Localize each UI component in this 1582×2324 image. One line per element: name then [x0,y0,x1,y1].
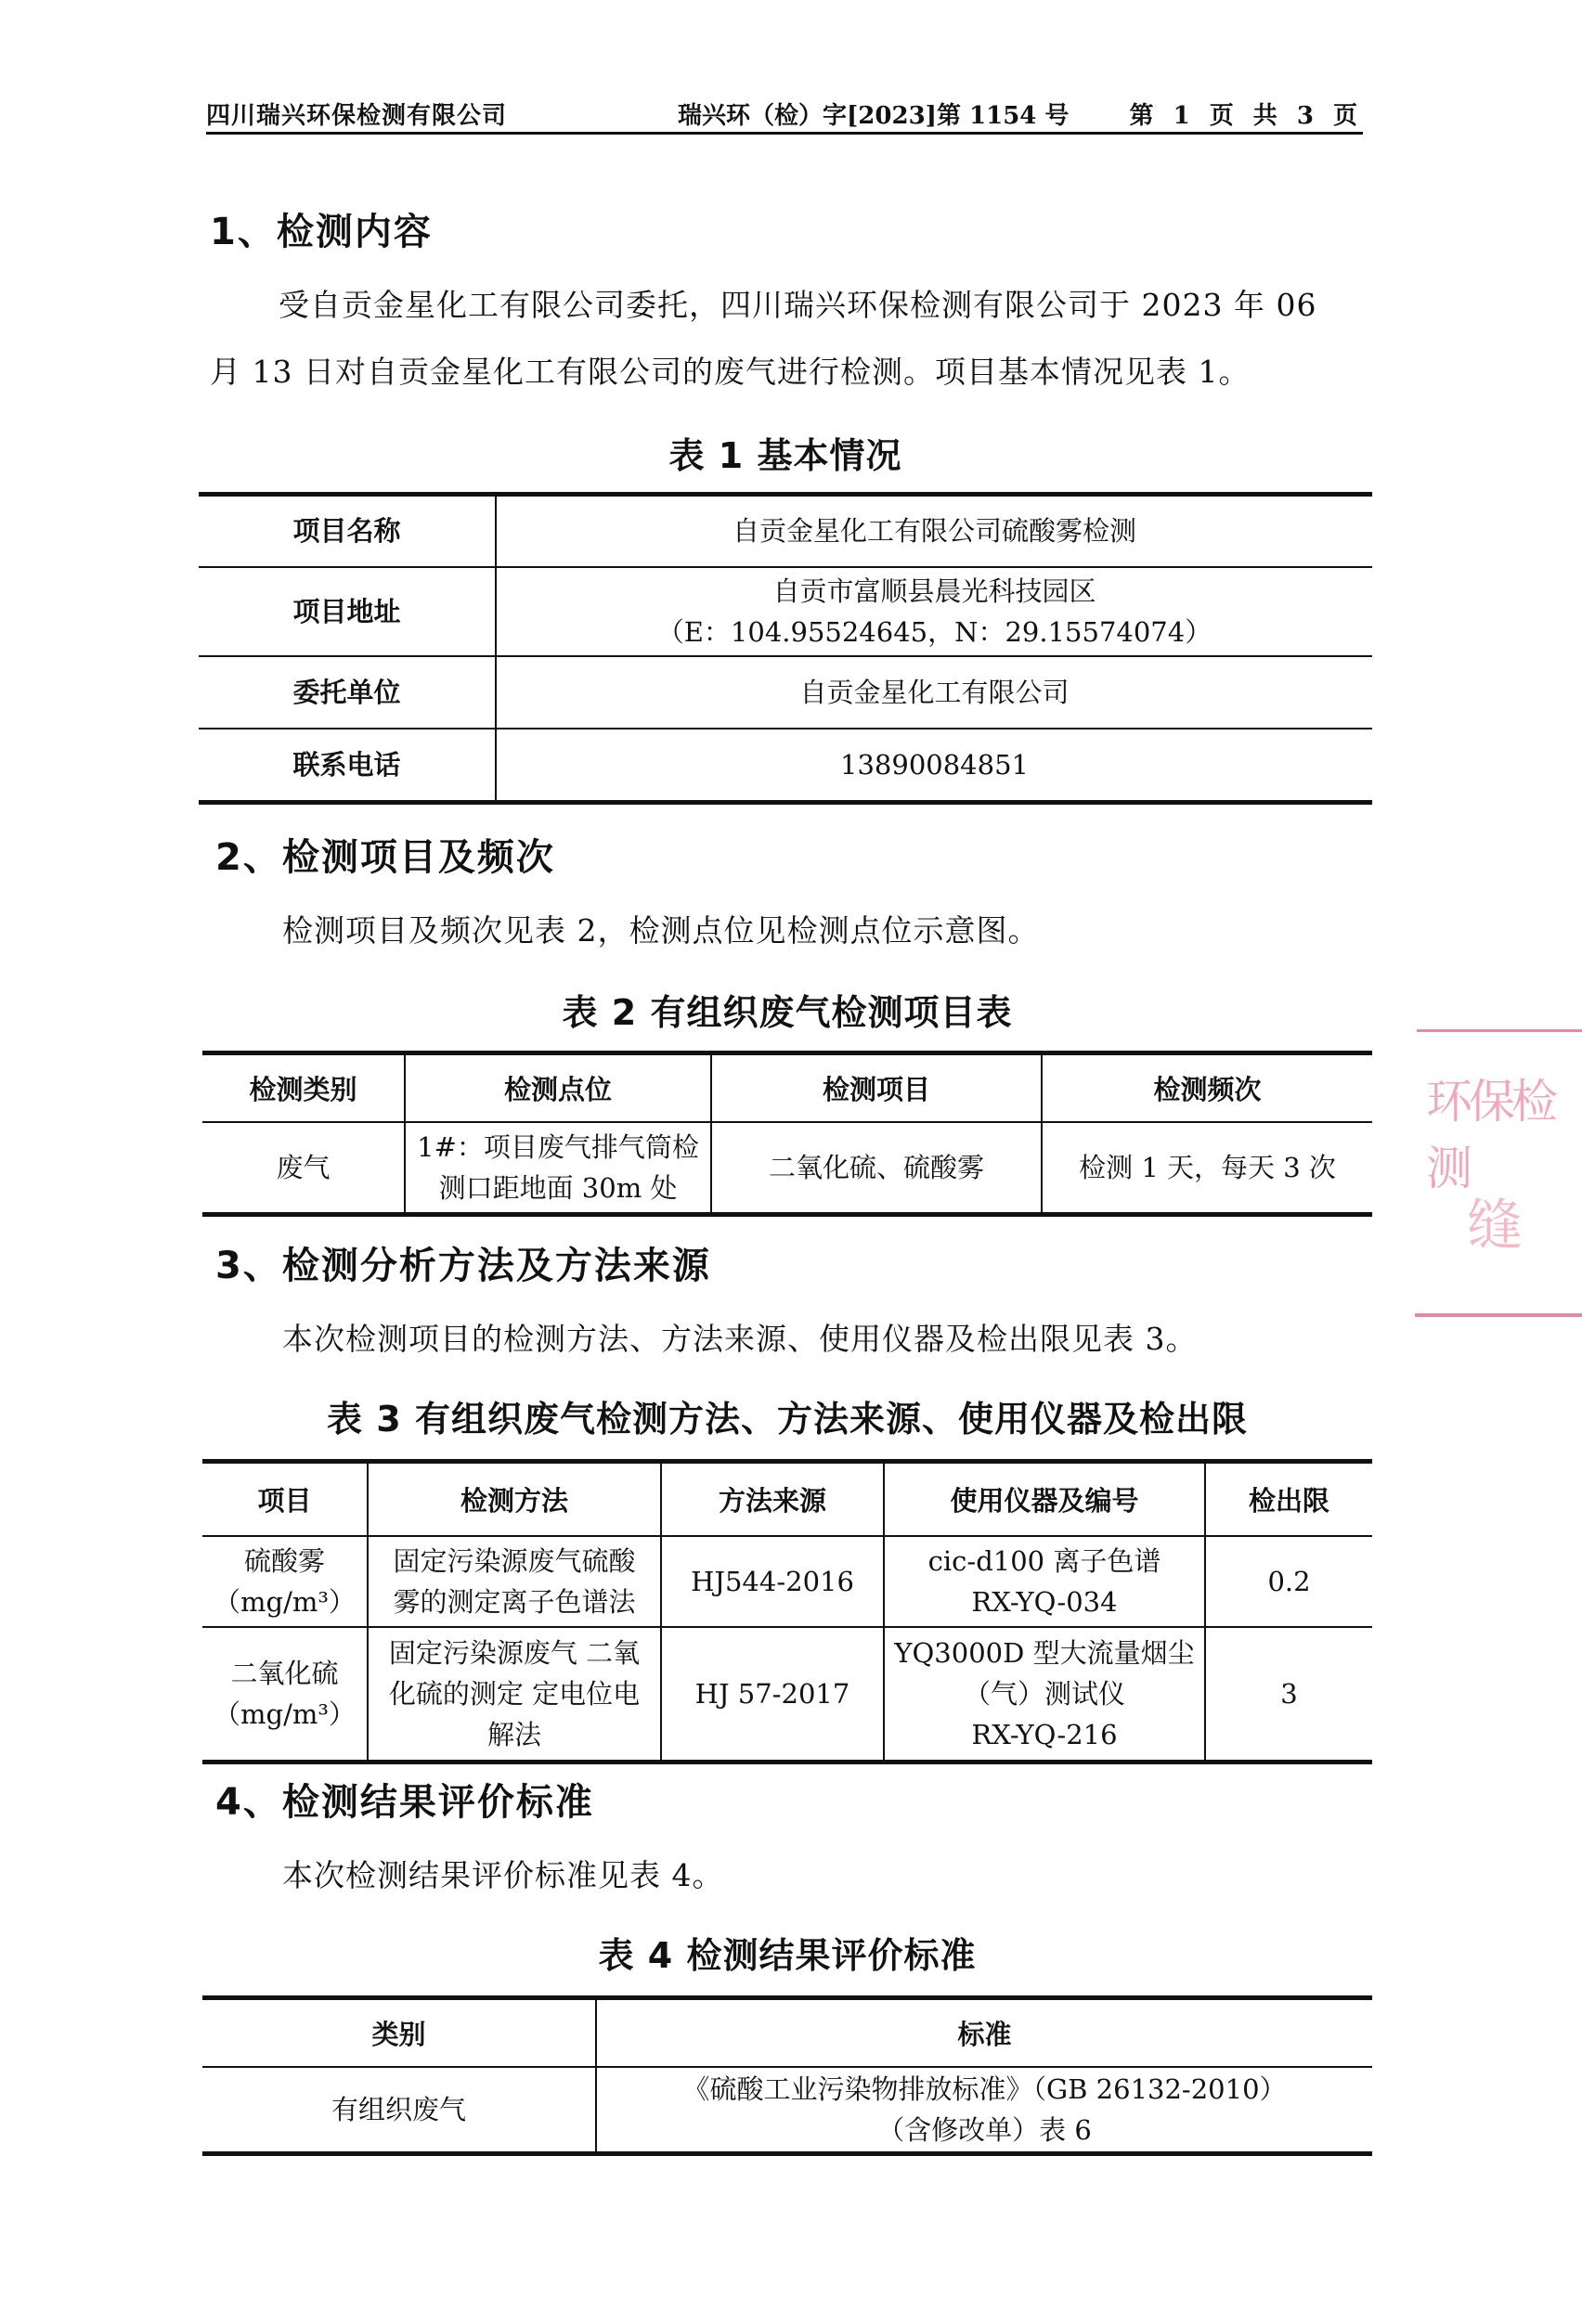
col-header-item: 项目 [202,1462,368,1536]
item-cell [202,1627,368,1762]
client-value: 自贡金星化工有限公司 [496,656,1372,729]
table-row [199,495,1372,567]
method-line: 解法 [486,1718,541,1750]
section2-paragraph: 检测项目及频次见表 2，检测点位见检测点位示意图。 [282,912,1040,949]
col-header-method: 检测方法 [368,1462,661,1536]
method-line: 固定污染源废气硫酸 [393,1544,636,1577]
project-name-label: 项目名称 [199,495,496,567]
limit-cell: 3 [1205,1627,1372,1762]
table-header-row [202,1053,1372,1122]
item-cell [202,1536,368,1627]
method-cell [368,1627,661,1762]
seal-border-bottom [1415,1313,1582,1317]
table-row [202,2067,1372,2154]
item-name: 二氧化硫 [230,1657,339,1689]
standard-line: 《硫酸工业污染物排放标准》（GB 26132-2010） [682,2072,1287,2105]
header-company: 四川瑞兴环保检测有限公司 [206,102,508,130]
col-header-items: 检测项目 [711,1053,1042,1122]
item-unit: （mg/m³） [214,1698,356,1730]
standard-cell [596,2067,1372,2154]
source-cell: HJ 57-2017 [661,1627,884,1762]
instrument-line: cic-d100 离子色谱 [927,1544,1161,1577]
frequency-cell: 检测 1 天，每天 3 次 [1079,1151,1336,1183]
col-header-limit: 检出限 [1248,1484,1329,1517]
section4-paragraph: 本次检测结果评价标准见表 4。 [282,1857,724,1893]
seal-seam-character: 缝 [1467,1194,1523,1259]
client-label: 委托单位 [199,656,496,729]
project-address-value [496,567,1372,656]
instrument-line: RX-YQ-034 [971,1585,1118,1618]
instrument-line: （气）测试仪 [963,1677,1125,1710]
project-address-label: 项目地址 [199,567,496,656]
point-line: 测口距地面 30m 处 [438,1171,678,1204]
standard-line: （含修改单）表 6 [877,2113,1092,2146]
table-row [202,1627,1372,1762]
section3-title: 3、检测分析方法及方法来源 [215,1245,711,1287]
basic-info-table [199,492,1372,805]
header-rule [206,132,1363,135]
table4-title: 表 4 检测结果评价标准 [598,1935,977,1976]
col-header-standard: 标准 [596,1998,1372,2067]
table-row [199,567,1372,656]
page-header [206,91,1363,132]
header-report-number: 瑞兴环（检）字[2023]第 1154 号 [678,102,1070,130]
header-page-info: 第 1 页 共 3 页 [1129,102,1363,130]
seal-text: 环保检测 [1426,1075,1554,1195]
table-row [199,656,1372,729]
section2-title: 2、检测项目及频次 [215,836,555,879]
table-header-row [202,1462,1372,1536]
table-row [202,1122,1372,1215]
table2-title: 表 2 有组织废气检测项目表 [562,992,1013,1033]
instrument-cell [884,1536,1205,1627]
instrument-line: YQ3000D 型大流量烟尘 [894,1636,1195,1669]
monitoring-items-table [202,1051,1372,1217]
table-row [202,1536,1372,1627]
col-header-category: 类别 [202,1998,596,2067]
coordinates-line: （E：104.95524645，N：29.15574074） [656,615,1212,648]
col-header-source: 方法来源 [661,1462,884,1536]
section1-paragraph-line2: 月 13 日对自贡金星化工有限公司的废气进行检测。项目基本情况见表 1。 [210,354,1251,390]
col-header-instrument: 使用仪器及编号 [884,1462,1205,1536]
table-header-row [202,1998,1372,2067]
method-cell [368,1536,661,1627]
source-cell: HJ544-2016 [661,1536,884,1627]
table3-title: 表 3 有组织废气检测方法、方法来源、使用仪器及检出限 [327,1399,1248,1440]
items-cell: 二氧化硫、硫酸雾 [711,1122,1042,1215]
col-header-frequency: 检测频次 [1042,1053,1372,1122]
method-line: 化硫的测定 定电位电 [388,1677,641,1710]
table1-title: 表 1 基本情况 [668,435,902,476]
category-cell: 废气 [202,1122,405,1215]
evaluation-standard-table [202,1995,1372,2156]
method-line: 雾的测定离子色谱法 [393,1585,636,1618]
item-unit: （mg/m³） [214,1585,356,1618]
method-line: 固定污染源废气 二氧 [388,1636,641,1669]
point-cell [405,1122,711,1215]
instrument-cell [884,1627,1205,1762]
section3-paragraph: 本次检测项目的检测方法、方法来源、使用仪器及检出限见表 3。 [282,1321,1198,1357]
col-header-point: 检测点位 [405,1053,711,1122]
seam-seal-fragment [1411,1026,1582,1332]
phone-value: 13890084851 [840,748,1029,781]
limit-cell: 0.2 [1205,1536,1372,1627]
section1-title: 1、检测内容 [210,211,433,253]
seal-border-top [1417,1029,1582,1032]
phone-label: 联系电话 [199,729,496,803]
instrument-line: RX-YQ-216 [971,1718,1118,1750]
section4-title: 4、检测结果评价标准 [215,1781,594,1824]
col-header-category: 检测类别 [202,1053,405,1122]
table-row [199,729,1372,803]
project-name-value: 自贡金星化工有限公司硫酸雾检测 [496,495,1372,567]
item-name: 硫酸雾 [243,1544,325,1577]
section1-paragraph-line1: 受自贡金星化工有限公司委托，四川瑞兴环保检测有限公司于 2023 年 06 [279,287,1317,323]
point-line: 1#：项目废气排气筒检 [417,1130,699,1163]
methods-table [202,1459,1372,1764]
address-line: 自贡市富顺县晨光科技园区 [772,575,1096,607]
category-cell: 有组织废气 [202,2067,596,2154]
